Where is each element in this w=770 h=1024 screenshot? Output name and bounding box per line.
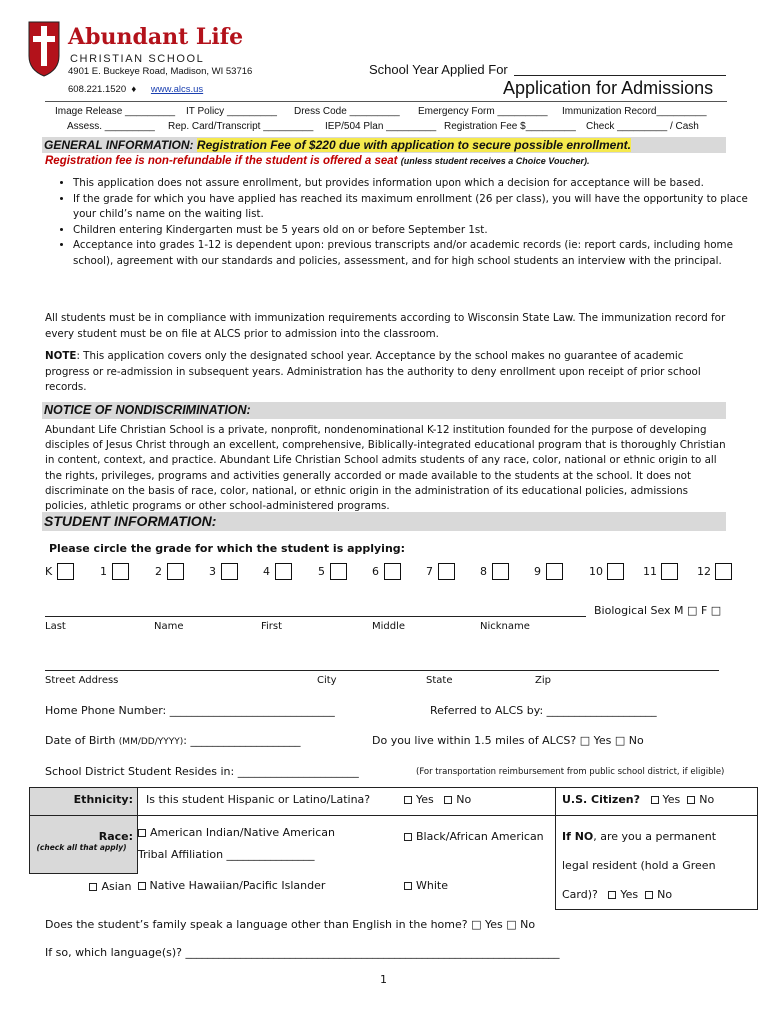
hispanic-options[interactable] bbox=[395, 788, 556, 816]
office-report-card: Rep. Card/Transcript _________ bbox=[168, 121, 314, 132]
addr-label-zip: Zip bbox=[535, 675, 551, 686]
grade-label-6: 6 bbox=[372, 565, 379, 578]
office-immunization: Immunization Record_________ bbox=[562, 106, 707, 117]
grade-label-9: 9 bbox=[534, 565, 541, 578]
referred-by-label: Referred to ALCS by: _____ bbox=[430, 704, 575, 717]
race-american-indian: American Indian/Native American bbox=[150, 826, 335, 839]
grade-checkbox-10[interactable] bbox=[607, 563, 624, 580]
grade-checkbox-7[interactable] bbox=[438, 563, 455, 580]
checkbox-icon bbox=[645, 891, 653, 899]
grade-label-5: 5 bbox=[318, 565, 325, 578]
legal-resident-text: legal resident (hold a Green bbox=[562, 859, 716, 872]
general-info-list bbox=[45, 176, 753, 269]
street-address-field[interactable] bbox=[45, 670, 719, 671]
addr-label-state: State bbox=[426, 675, 453, 686]
nondiscrimination-heading bbox=[42, 402, 726, 419]
citizen-yes: Yes bbox=[662, 793, 681, 806]
checkbox-icon bbox=[608, 891, 616, 899]
student-name-field[interactable] bbox=[45, 616, 586, 617]
school-phone: 608.221.1520 bbox=[68, 84, 127, 95]
grade-label-k: K bbox=[45, 565, 53, 578]
grade-label-8: 8 bbox=[480, 565, 487, 578]
race-label-cell bbox=[30, 816, 138, 874]
home-language-question[interactable]: Does the student’s family speak a language other than English in the home? □ Yes □ No bbox=[45, 918, 536, 931]
grade-prompt: Please circle the grade for which the student is applying: bbox=[49, 542, 406, 555]
green-card-text: Card)? bbox=[562, 888, 598, 901]
within-distance-question[interactable]: Do you live within 1.5 miles of ALCS? □ Yes □ No bbox=[372, 734, 644, 747]
note-text: : This application covers only the designated school year. Acceptance by the school makes no guarantee of academic progress or re-admission in subsequent years. Administration has the authority to deny enrollment upon receipt of prior school records. bbox=[45, 350, 701, 393]
school-year-label: School Year Applied For bbox=[369, 62, 508, 77]
school-website-link[interactable]: www.alcs.us bbox=[150, 84, 204, 95]
separator-glyph: ♦ bbox=[131, 84, 137, 95]
tribal-affiliation-field[interactable]: Tribal Affiliation ________________ bbox=[138, 848, 315, 861]
note-paragraph bbox=[45, 349, 730, 396]
dob-format: (MM/DD/YYYY) bbox=[118, 737, 184, 747]
grade-checkbox-6[interactable] bbox=[384, 563, 401, 580]
ethnicity-race-table bbox=[29, 787, 758, 910]
grade-label-4: 4 bbox=[263, 565, 270, 578]
office-assess: Assess. _________ bbox=[67, 121, 155, 132]
checkbox-icon bbox=[404, 833, 412, 841]
checkbox-icon bbox=[138, 829, 146, 837]
race-black: Black/African American bbox=[416, 830, 544, 843]
grade-checkbox-5[interactable] bbox=[330, 563, 347, 580]
addr-label-street: Street Address bbox=[45, 675, 119, 686]
list-item: • This application does not assure enrollment, but provides information upon which a decision for acceptance will be based. bbox=[73, 176, 753, 192]
grade-checkbox-3[interactable] bbox=[221, 563, 238, 580]
home-phone-field[interactable]: Home Phone Number: ______________________________ bbox=[45, 704, 335, 717]
school-contact bbox=[68, 84, 203, 95]
nondiscrimination-title: NOTICE OF NONDISCRIMINATION: bbox=[44, 403, 251, 417]
race-white: White bbox=[416, 879, 448, 893]
grade-label-10: 10 bbox=[589, 565, 603, 578]
grade-label-3: 3 bbox=[209, 565, 216, 578]
citizen-question[interactable] bbox=[556, 788, 758, 816]
race-asian: Asian bbox=[101, 879, 132, 893]
form-title: Application for Admissions bbox=[503, 78, 714, 98]
checkbox-icon bbox=[651, 796, 659, 804]
name-label-middle: Middle bbox=[372, 621, 406, 632]
grade-label-11: 11 bbox=[643, 565, 657, 578]
grade-label-2: 2 bbox=[155, 565, 162, 578]
page-number: 1 bbox=[380, 973, 387, 986]
school-name: Abundant Life bbox=[68, 24, 244, 50]
biological-sex-field[interactable]: Biological Sex M □ F □ bbox=[594, 604, 722, 617]
office-iep: IEP/504 Plan _________ bbox=[325, 121, 437, 132]
grade-checkbox-8[interactable] bbox=[492, 563, 509, 580]
checkbox-icon bbox=[444, 796, 452, 804]
nondiscrimination-text: Abundant Life Christian School is a private, nonprofit, nondenominational K-12 institution founded for the purpose of developing disciples of Jesus Christ through an excellent, comprehensive, Biblically-integrated educational program that is thoroughly Christian in content, context, and practice. Abundant Life Christian School admits students of any race, color, national or ethnic origin to all the rights, privileges, programs and activities generally accorded or made available to the students at the school. It does not discriminate on the basis of race, color, national, or ethnic origin in the administration of its educational policies, admissions policies, athletic programs or other school-administered programs. bbox=[45, 424, 726, 513]
refund-notice-text: Registration fee is non-refundable if the student is offered a seat bbox=[45, 155, 398, 167]
list-item: • Acceptance into grades 1-12 is dependent upon: previous transcripts and/or academic records (ie: report cards, including home school), agreement with our standards and policies, assessment, and for high school students an interview with the principal. bbox=[73, 238, 753, 269]
name-label-last: Last bbox=[45, 621, 66, 632]
race-black-cell[interactable] bbox=[395, 816, 556, 874]
citizen-label: U.S. Citizen? bbox=[562, 793, 640, 806]
dob-line: : ____________________ bbox=[183, 734, 301, 747]
office-dress-code: Dress Code _________ bbox=[294, 106, 400, 117]
referred-by-field[interactable] bbox=[430, 704, 657, 717]
grade-label-1: 1 bbox=[100, 565, 107, 578]
race-note: (check all that apply) bbox=[36, 843, 127, 852]
refund-notice bbox=[45, 155, 589, 167]
checkbox-icon bbox=[89, 883, 97, 891]
office-image-release: Image Release _________ bbox=[55, 106, 176, 117]
school-address: 4901 E. Buckeye Road, Madison, WI 53716 bbox=[68, 66, 253, 77]
name-label-nickname: Nickname bbox=[480, 621, 530, 632]
registration-fee-highlight: Registration Fee of $220 due with application to secure possible enrollment. bbox=[196, 138, 631, 152]
grade-checkbox-1[interactable] bbox=[112, 563, 129, 580]
dob-label: Date of Birth bbox=[45, 734, 116, 747]
checkbox-icon bbox=[404, 882, 412, 890]
school-subtitle: CHRISTIAN SCHOOL bbox=[70, 53, 205, 65]
general-info-heading bbox=[42, 137, 726, 153]
school-district-note: (For transportation reimbursement from public school district, if eligible) bbox=[416, 767, 725, 777]
race-hawaiian: Native Hawaiian/Pacific Islander bbox=[149, 879, 326, 893]
school-year-field[interactable] bbox=[514, 75, 726, 76]
office-it-policy: IT Policy _________ bbox=[186, 106, 277, 117]
office-check-cash: Check _________ / Cash bbox=[586, 121, 699, 132]
name-label-name: Name bbox=[154, 621, 184, 632]
grade-label-7: 7 bbox=[426, 565, 433, 578]
grade-label-12: 12 bbox=[697, 565, 711, 578]
dob-field[interactable] bbox=[45, 734, 300, 747]
office-reg-fee: Registration Fee $_________ bbox=[444, 121, 576, 132]
checkbox-icon bbox=[138, 882, 146, 890]
grade-checkbox-12[interactable] bbox=[715, 563, 732, 580]
refund-notice-exception: (unless student receives a Choice Voucher). bbox=[400, 156, 590, 166]
permanent-resident-cell[interactable] bbox=[556, 816, 758, 910]
school-logo-shield bbox=[27, 20, 61, 78]
if-no-text: , are you a permanent bbox=[593, 830, 717, 843]
note-label: NOTE bbox=[45, 350, 77, 362]
header-divider bbox=[45, 101, 727, 102]
grade-checkbox-2[interactable] bbox=[167, 563, 184, 580]
race-asian-cell[interactable] bbox=[30, 873, 138, 909]
race-hawaiian-cell[interactable] bbox=[138, 873, 396, 909]
ethnicity-label: Ethnicity: bbox=[30, 788, 138, 816]
grade-checkbox-11[interactable] bbox=[661, 563, 678, 580]
if-no-label: If NO bbox=[562, 830, 594, 843]
citizen-no: No bbox=[699, 793, 715, 806]
immunization-paragraph: All students must be in compliance with immunization requirements according to Wisconsin State Law. The immunization record for every student must be on file at ALCS prior to admission into the classroom. bbox=[45, 312, 726, 340]
checkbox-icon bbox=[687, 796, 695, 804]
general-info-title: GENERAL INFORMATION: bbox=[44, 138, 194, 152]
list-item: • Children entering Kindergarten must be 5 years old on or before September 1st. bbox=[73, 223, 753, 239]
resident-no: No bbox=[657, 888, 673, 901]
race-american-indian-cell[interactable] bbox=[138, 816, 396, 874]
office-emergency-form: Emergency Form _________ bbox=[418, 106, 548, 117]
grade-checkbox-k[interactable] bbox=[57, 563, 74, 580]
resident-yes: Yes bbox=[620, 888, 639, 901]
home-language-field[interactable]: If so, which language(s)? ____________________________________________________________________ bbox=[45, 946, 560, 959]
race-white-cell[interactable] bbox=[395, 873, 556, 909]
school-district-field[interactable]: School District Student Resides in: ______________________ bbox=[45, 765, 359, 778]
race-label: Race: bbox=[98, 830, 133, 843]
hispanic-yes: Yes bbox=[416, 793, 434, 806]
student-info-heading bbox=[42, 512, 726, 531]
grade-checkbox-4[interactable] bbox=[275, 563, 292, 580]
student-info-title: STUDENT INFORMATION: bbox=[44, 513, 217, 529]
addr-label-city: City bbox=[317, 675, 337, 686]
list-item: • If the grade for which you have applied has reached its maximum enrollment (26 per class), you will have the opportunity to place your child’s name on the waiting list. bbox=[73, 192, 753, 223]
referred-by-line: _______________ bbox=[574, 704, 657, 717]
hispanic-no: No bbox=[456, 793, 472, 806]
checkbox-icon bbox=[404, 796, 412, 804]
name-label-first: First bbox=[261, 621, 283, 632]
hispanic-question: Is this student Hispanic or Latino/Latina? bbox=[138, 788, 396, 816]
grade-checkbox-9[interactable] bbox=[546, 563, 563, 580]
